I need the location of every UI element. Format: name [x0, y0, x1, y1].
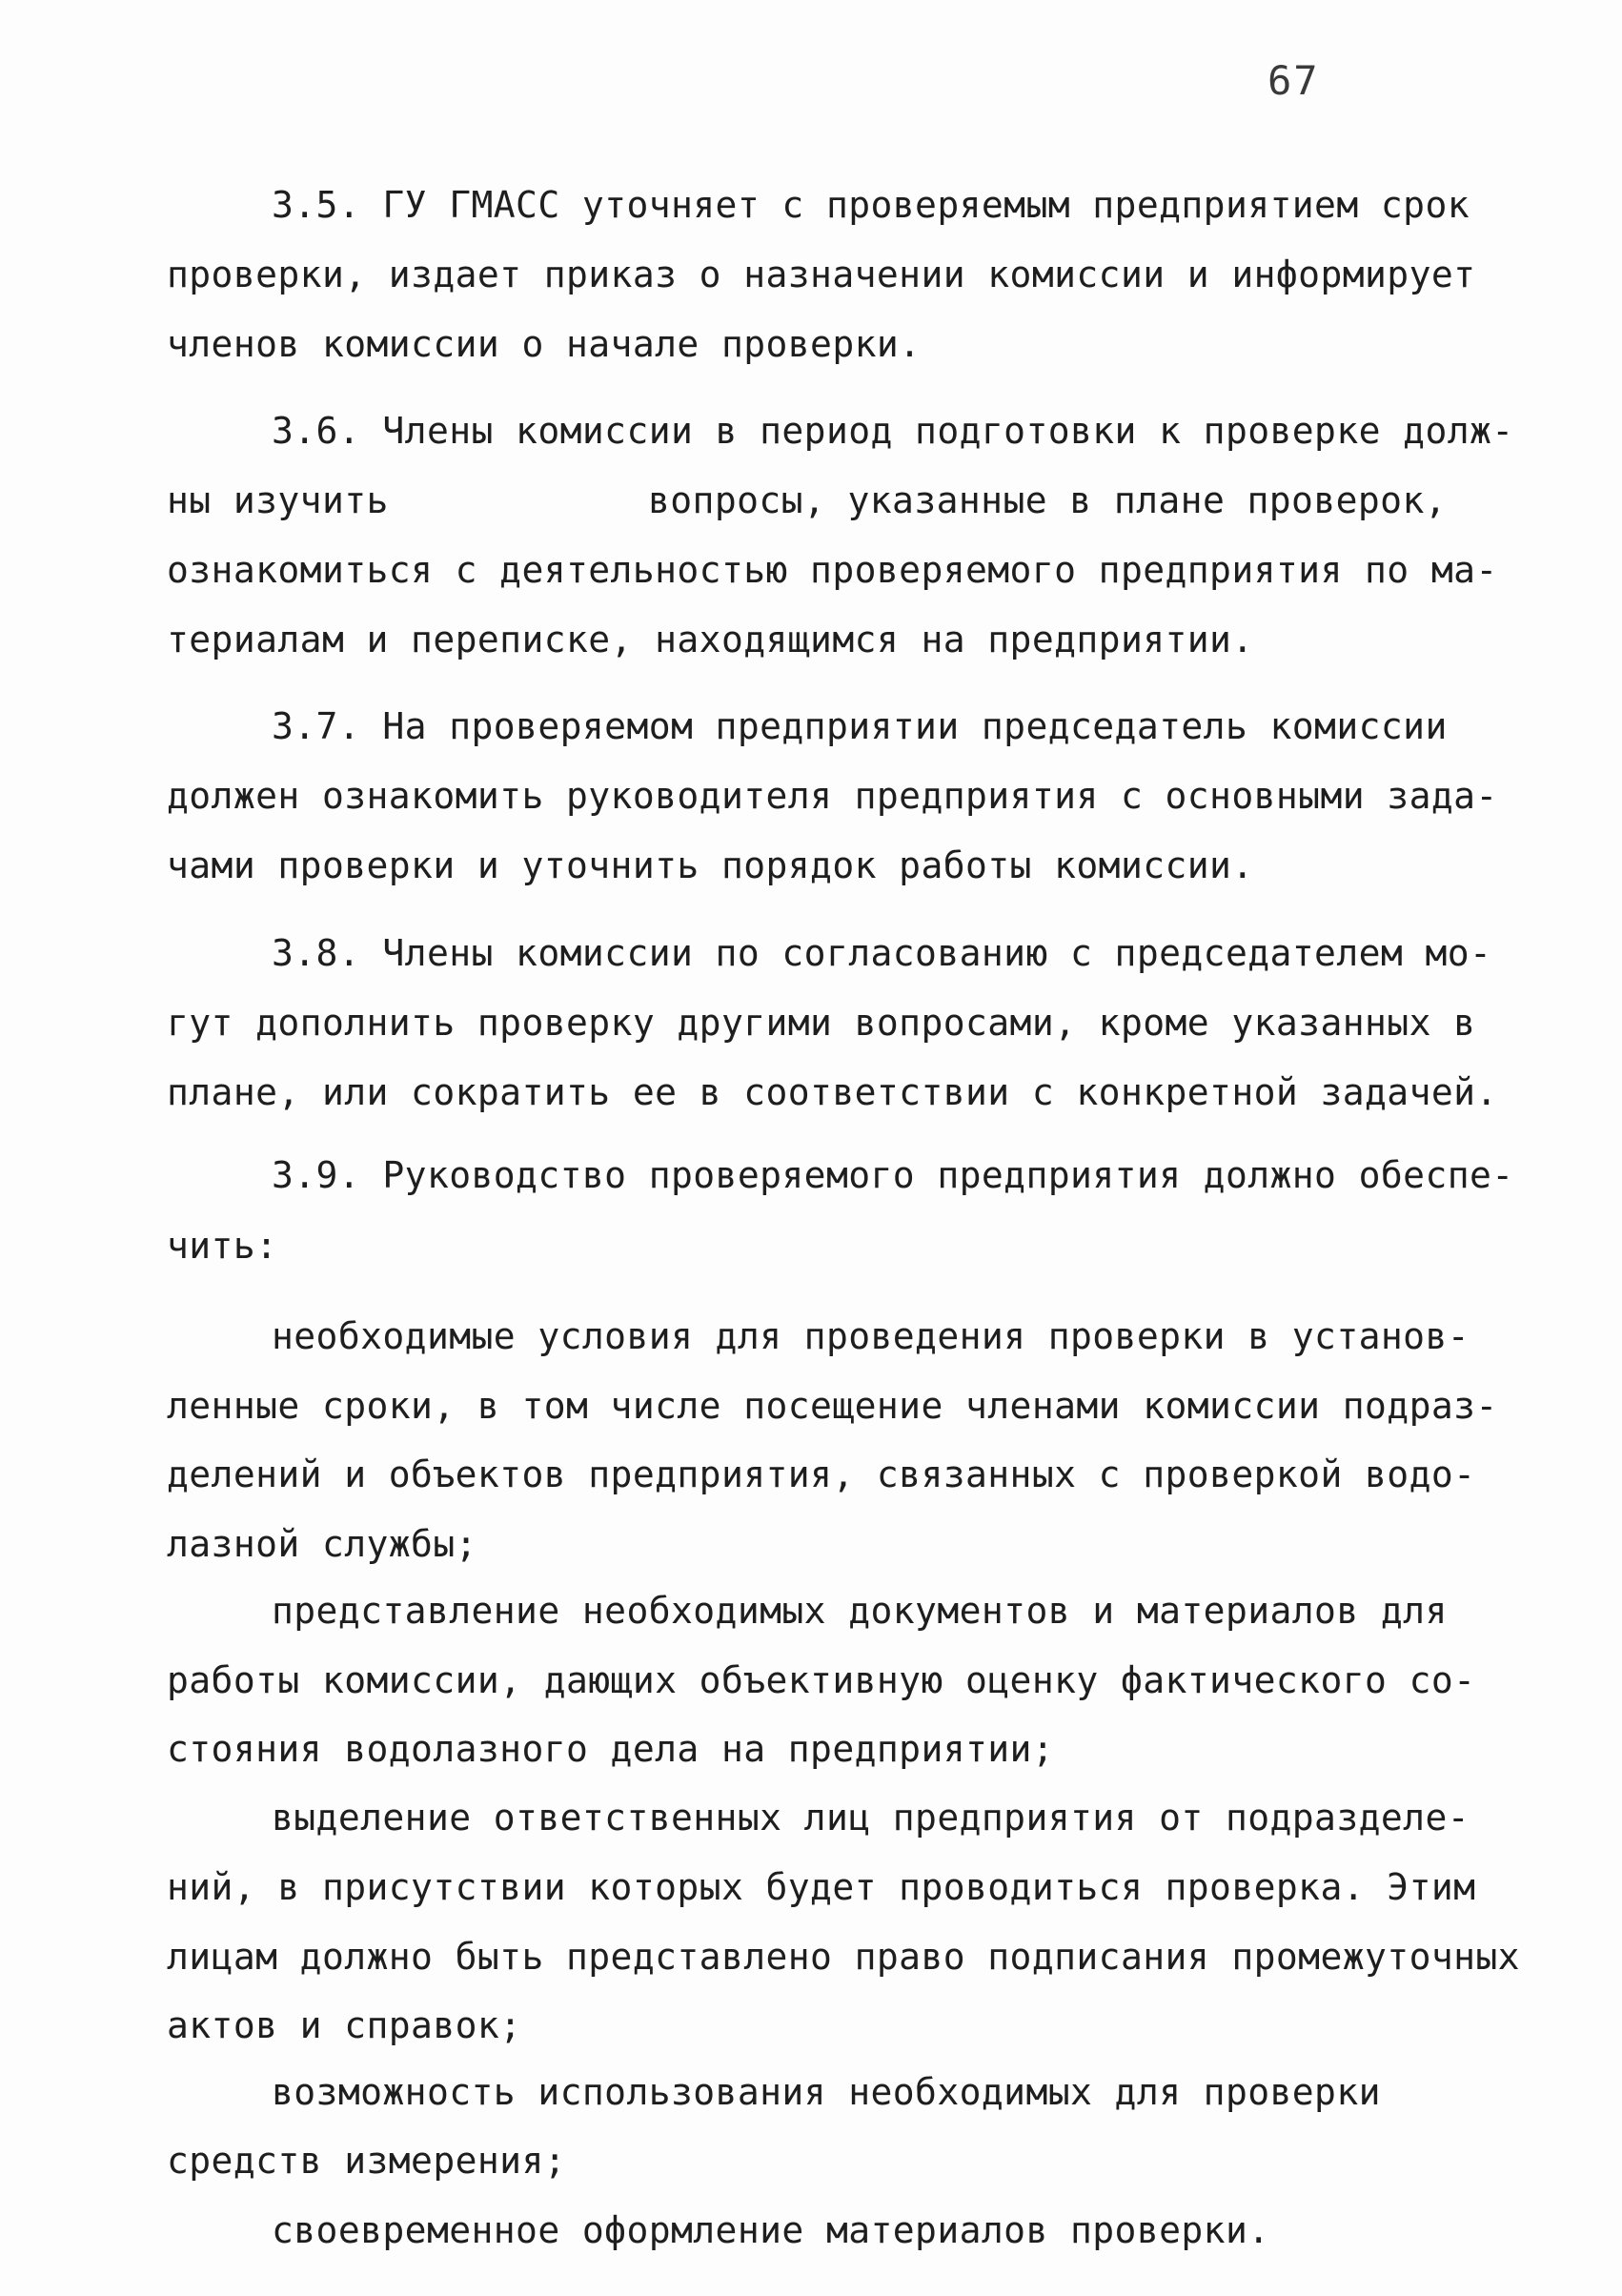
list-item-2-line-3: стояния водолазного дела на предприятии; — [167, 1728, 1055, 1770]
page-number: 67 — [1267, 57, 1320, 104]
paragraph-3-7-line-3: чами проверки и уточнить порядок работы комиссии. — [167, 844, 1254, 886]
list-item-3-line-2: ний, в присутствии которых будет проводиться проверка. Этим — [167, 1866, 1476, 1908]
list-item-4-line-2: средств измерения; — [167, 2140, 567, 2182]
paragraph-3-9-line-1: 3.9. Руководство проверяемого предприятия должно обеспе- — [272, 1154, 1514, 1196]
list-item-1-line-2: ленные сроки, в том числе посещение членами комиссии подраз- — [167, 1385, 1498, 1427]
paragraph-3-7-line-2: должен ознакомить руководителя предприятия с основными зада- — [167, 775, 1498, 817]
list-item-2-line-1: представление необходимых документов и материалов для — [272, 1590, 1448, 1632]
list-item-3-line-1: выделение ответственных лиц предприятия от подразделе- — [272, 1797, 1470, 1839]
paragraph-3-5-line-3: членов комиссии о начале проверки. — [167, 323, 922, 365]
paragraph-3-6-line-4: териалам и переписке, находящимся на предприятии. — [167, 619, 1254, 660]
paragraph-3-8-line-1: 3.8. Члены комиссии по согласованию с председателем мо- — [272, 932, 1492, 974]
list-item-2-line-2: работы комиссии, дающих объективную оценку фактического со- — [167, 1659, 1476, 1701]
paragraph-3-7-line-1: 3.7. На проверяемом предприятии председатель комиссии — [272, 705, 1448, 747]
paragraph-3-6-line-2a: ны изучить — [167, 479, 389, 521]
list-item-1-line-1: необходимые условия для проведения проверки в установ- — [272, 1315, 1470, 1357]
paragraph-3-6-line-3: ознакомиться с деятельностью проверяемого предприятия по ма- — [167, 549, 1498, 591]
list-item-4-line-1: возможность использования необходимых для проверки — [272, 2071, 1381, 2113]
paragraph-3-8-line-2: гут дополнить проверку другими вопросами, кроме указанных в — [167, 1002, 1476, 1044]
paragraph-3-6-line-2b: вопросы, указанные в плане проверок, — [648, 479, 1448, 521]
paragraph-3-8-line-3: плане, или сократить ее в соответствии с конкретной задачей. — [167, 1071, 1498, 1113]
list-item-1-line-3: делений и объектов предприятия, связанных с проверкой водо- — [167, 1453, 1476, 1495]
list-item-1-line-4: лазной службы; — [167, 1523, 477, 1565]
paragraph-3-6-line-1: 3.6. Члены комиссии в период подготовки к проверке долж- — [272, 410, 1514, 452]
list-item-3-line-4: актов и справок; — [167, 2004, 522, 2046]
paragraph-3-5-line-2: проверки, издает приказ о назначении комиссии и информирует — [167, 254, 1476, 295]
paragraph-3-9-line-2: чить: — [167, 1225, 278, 1267]
list-item-3-line-3: лицам должно быть представлено право подписания промежуточных — [167, 1936, 1520, 1978]
paragraph-3-5-line-1: 3.5. ГУ ГМАСС уточняет с проверяемым предприятием срок — [272, 184, 1470, 226]
list-item-5-line-1: своевременное оформление материалов проверки. — [272, 2209, 1270, 2251]
